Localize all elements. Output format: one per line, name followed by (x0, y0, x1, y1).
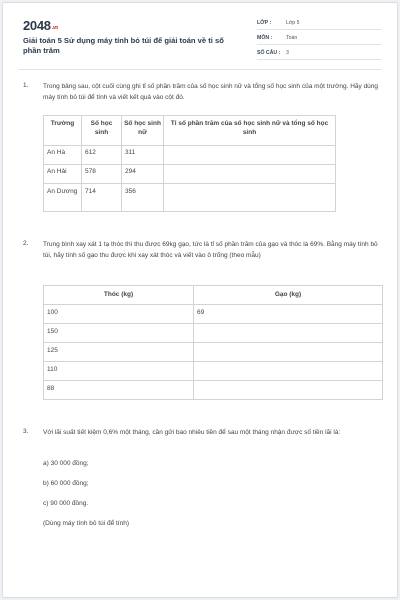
table-row (44, 362, 383, 381)
meta-key: LỚP : (257, 19, 272, 26)
question-2-table (43, 285, 383, 400)
question-3 (23, 428, 383, 439)
question-text: Với lãi suất tiết kiệm 0,6% một tháng, cần gửi bao nhiêu tiền để sau một tháng nhận được số tiền lãi là: (43, 429, 341, 436)
logo-text: 2048 (23, 18, 51, 33)
table-cell: 125 (44, 343, 194, 362)
table-row (44, 184, 336, 212)
answer-cell[interactable] (164, 165, 336, 184)
question-text: Trong bảng sau, cột cuối cùng ghi tỉ số phần trăm của số học sinh nữ và tổng số học sinh của một trường. Hãy dùng máy tính bỏ túi để tính và viết kết quả vào cột đó. (43, 83, 379, 101)
question-text: Trung bình xay xát 1 tạ thóc thì thu được 69kg gạo, tức là tỉ số phần trăm của gạo và thóc là 69%. Bằng máy tính bỏ túi, hãy tính số gạo thu được khi xay xát thóc và viết vào ô trống (theo mẫu) (43, 241, 378, 259)
meta-row-class (257, 16, 381, 30)
logo-suffix: .vn (51, 25, 59, 31)
table-cell: 714 (82, 184, 122, 212)
table-header-cell: Trường (44, 116, 82, 146)
table-row (44, 146, 336, 165)
table-cell: 88 (44, 381, 194, 400)
table-row (44, 343, 383, 362)
table-cell: An Hải (44, 165, 82, 184)
question-1 (23, 82, 383, 103)
table-cell: An Hà (44, 146, 82, 165)
answer-cell[interactable] (194, 381, 383, 400)
document-page (2, 2, 398, 598)
meta-key: SỐ CÂU : (257, 49, 281, 56)
answer-cell[interactable] (194, 343, 383, 362)
answer-cell[interactable] (194, 324, 383, 343)
table-cell: 311 (122, 146, 164, 165)
table-cell: 612 (82, 146, 122, 165)
table-header-cell: Tỉ số phần trăm của số học sinh nữ và tổng số học sinh (164, 116, 336, 146)
meta-value: Lớp 5 (286, 19, 300, 26)
meta-value: Toán (286, 34, 298, 41)
table-cell: 69 (194, 305, 383, 324)
table-cell: An Dương (44, 184, 82, 212)
table-row (44, 165, 336, 184)
table-header-row (44, 286, 383, 305)
answer-cell[interactable] (164, 146, 336, 165)
question-2 (23, 240, 383, 261)
table-header-row (44, 116, 336, 146)
table-cell: 356 (122, 184, 164, 212)
table-row (44, 381, 383, 400)
table-cell: 578 (82, 165, 122, 184)
meta-key: MÔN : (257, 34, 273, 41)
question-1-table (43, 115, 336, 212)
table-cell: 110 (44, 362, 194, 381)
option-c: c) 90 000 đồng. (43, 500, 89, 507)
meta-value: 3 (286, 49, 289, 56)
document-title: Giải toán 5 Sử dụng máy tính bỏ túi để giải toán về tỉ số phần trăm (23, 36, 224, 55)
option-b: b) 60 000 đồng; (43, 480, 89, 487)
table-cell: 100 (44, 305, 194, 324)
answer-cell[interactable] (194, 362, 383, 381)
question-number: 1. (23, 82, 29, 89)
option-a: a) 30 000 đồng; (43, 460, 89, 467)
table-row (44, 305, 383, 324)
table-header-cell: Thóc (kg) (44, 286, 194, 305)
table-cell: 150 (44, 324, 194, 343)
table-cell: 294 (122, 165, 164, 184)
table-row (44, 324, 383, 343)
table-header-cell: Gạo (kg) (194, 286, 383, 305)
header-divider (19, 69, 381, 70)
site-logo[interactable] (23, 18, 58, 33)
answer-cell[interactable] (164, 184, 336, 212)
meta-row-subject (257, 31, 381, 45)
table-header-cell: Số học sinh nữ (122, 116, 164, 146)
question-number: 3. (23, 428, 29, 435)
meta-row-count (257, 46, 381, 60)
document-meta (257, 16, 381, 61)
table-header-cell: Số học sinh (82, 116, 122, 146)
calculator-note: (Dùng máy tính bỏ túi để tính) (43, 520, 129, 527)
question-number: 2. (23, 240, 29, 247)
